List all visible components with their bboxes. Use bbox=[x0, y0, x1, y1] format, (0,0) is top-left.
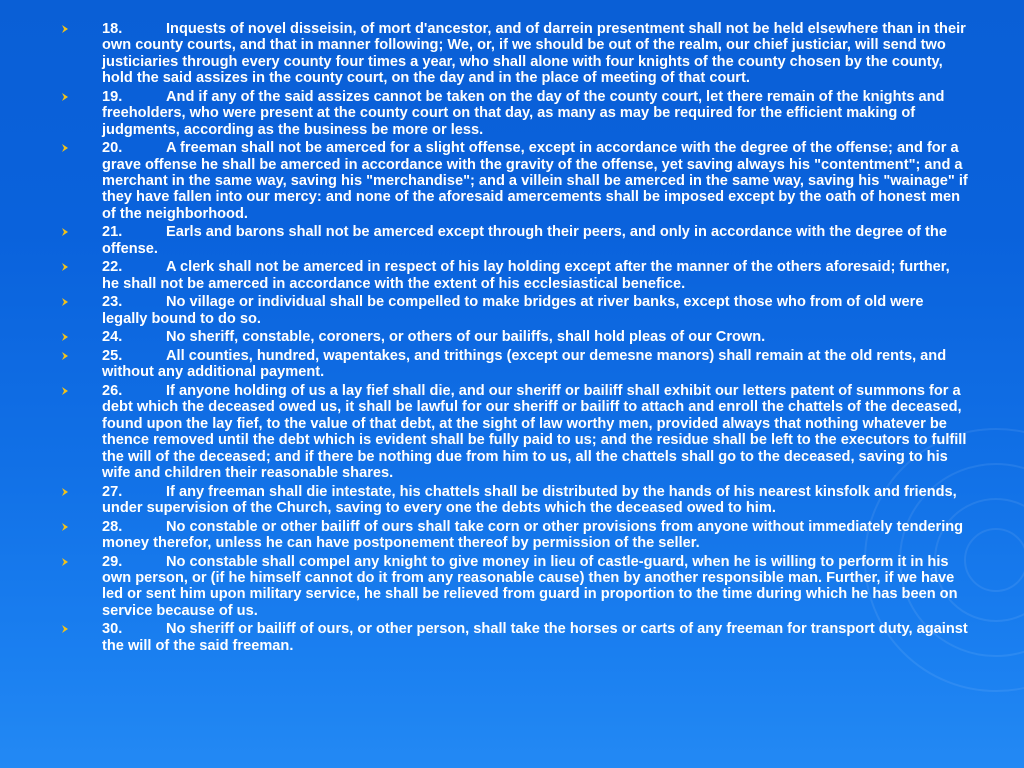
list-item bbox=[60, 554, 970, 620]
article-number: 28. bbox=[102, 518, 123, 535]
article-number: 22. bbox=[102, 259, 123, 276]
article-number: 30. bbox=[102, 621, 123, 638]
article-text: And if any of the said assizes cannot be taken on the day of the county court, let there remain of the knights and freeholders, who were present at the county court on that day, as many as may be required for the efficient making of judgments, according as the business be more or less. bbox=[102, 88, 945, 138]
arrowhead-bullet-icon bbox=[60, 555, 70, 569]
article-number: 21. bbox=[102, 224, 123, 241]
list-item bbox=[60, 259, 970, 292]
arrowhead-bullet-icon bbox=[60, 260, 70, 274]
article-number: 18. bbox=[102, 21, 123, 37]
list-item bbox=[60, 294, 970, 327]
article-text: No constable shall compel any knight to give money in lieu of castle-guard, when he is willing to perform it in his own person, or (if he himself cannot do it from any reasonable cause) then by another responsible man. Further, if we have led or sent him upon military service, he shall be relieved from guard in proportion to the time during which he has been on service because of us. bbox=[102, 553, 958, 619]
article-number: 20. bbox=[102, 140, 123, 157]
arrowhead-bullet-icon bbox=[60, 90, 70, 104]
article-list bbox=[60, 21, 970, 654]
arrowhead-bullet-icon bbox=[60, 622, 70, 636]
arrowhead-bullet-icon bbox=[60, 295, 70, 309]
arrowhead-bullet-icon bbox=[60, 330, 70, 344]
arrowhead-bullet-icon bbox=[60, 225, 70, 239]
list-item bbox=[60, 383, 970, 481]
article-number: 19. bbox=[102, 88, 123, 105]
list-item bbox=[60, 348, 970, 381]
article-number: 24. bbox=[102, 329, 123, 346]
list-item bbox=[60, 621, 970, 654]
article-text: If anyone holding of us a lay fief shall die, and our sheriff or bailiff shall exhibit our letters patent of summons for a debt which the deceased owed us, it shall be lawful for our sheriff or bailiff to attach and enroll the chattels of the deceased, found upon the lay fief, to the value of that debt, at the sight of law worthy men, provided always that nothing whatever be thence removed until the debt which is evident shall be fully paid to us; and the residue shall be left to the executors to fulfill the will of the deceased; and if there be nothing due from him to us, all the chattels shall go to the deceased, saving to his wife and children their reasonable shares. bbox=[102, 383, 967, 482]
arrowhead-bullet-icon bbox=[60, 384, 70, 398]
list-item bbox=[60, 484, 970, 517]
article-text: No sheriff, constable, coroners, or others of our bailiffs, shall hold pleas of our Crown. bbox=[166, 329, 766, 346]
arrowhead-bullet-icon bbox=[60, 485, 70, 499]
list-item bbox=[60, 329, 970, 345]
article-text: A clerk shall not be amerced in respect of his lay holding except after the manner of the others aforesaid; further, he shall not be amerced in accordance with the extent of his ecclesiastical benefice. bbox=[102, 259, 950, 292]
list-item bbox=[60, 140, 970, 222]
article-text: No constable or other bailiff of ours shall take corn or other provisions from anyone without immediately tendering money therefor, unless he can have postponement thereof by permission of the seller. bbox=[102, 518, 964, 552]
article-text: All counties, hundred, wapentakes, and trithings (except our demesne manors) shall remain at the old rents, and without any additional payment. bbox=[102, 348, 947, 381]
list-item bbox=[60, 519, 970, 552]
list-item bbox=[60, 89, 970, 138]
article-text: If any freeman shall die intestate, his chattels shall be distributed by the hands of his nearest kinsfolk and friends, under supervision of the Church, saving to every one the debts which the deceased owed to him. bbox=[102, 483, 957, 517]
article-number: 26. bbox=[102, 383, 123, 400]
arrowhead-bullet-icon bbox=[60, 349, 70, 363]
article-text: A freeman shall not be amerced for a slight offense, except in accordance with the degree of the offense; and for a grave offense he shall be amerced in accordance with the gravity of the offense, yet saving always his "contentment"; and a merchant in the same way, saving his "merchandise"; and a villein shall be amerced in the same way, saving his "wainage" if they have fallen into our mercy: and none of the aforesaid amercements shall be imposed except by the oath of honest men of the neighborhood. bbox=[102, 140, 968, 222]
article-number: 25. bbox=[102, 348, 123, 365]
article-text: Inquests of novel disseisin, of mort d'ancestor, and of darrein presentment shall not be held elsewhere than in their own county courts, and that in manner following; We, or, if we should be out of the realm, our chief justiciar, will send two justiciaries through every county four times a year, who shall alone with four knights of the county chosen by the county, hold the said assizes in the county court, on the day and in the place of meeting of that court. bbox=[102, 21, 966, 87]
list-item bbox=[60, 224, 970, 257]
article-number: 23. bbox=[102, 294, 123, 311]
article-number: 27. bbox=[102, 483, 123, 500]
arrowhead-bullet-icon bbox=[60, 22, 70, 36]
article-number: 29. bbox=[102, 553, 123, 570]
list-item bbox=[60, 21, 970, 87]
article-text: No village or individual shall be compelled to make bridges at river banks, except those who from of old were legally bound to do so. bbox=[102, 294, 924, 327]
article-text: Earls and barons shall not be amerced except through their peers, and only in accordance with the degree of the offense. bbox=[102, 224, 947, 257]
slide-body bbox=[60, 21, 970, 656]
arrowhead-bullet-icon bbox=[60, 520, 70, 534]
arrowhead-bullet-icon bbox=[60, 141, 70, 155]
article-text: No sheriff or bailiff of ours, or other person, shall take the horses or carts of any freeman for transport duty, against the will of the said freeman. bbox=[102, 621, 968, 654]
